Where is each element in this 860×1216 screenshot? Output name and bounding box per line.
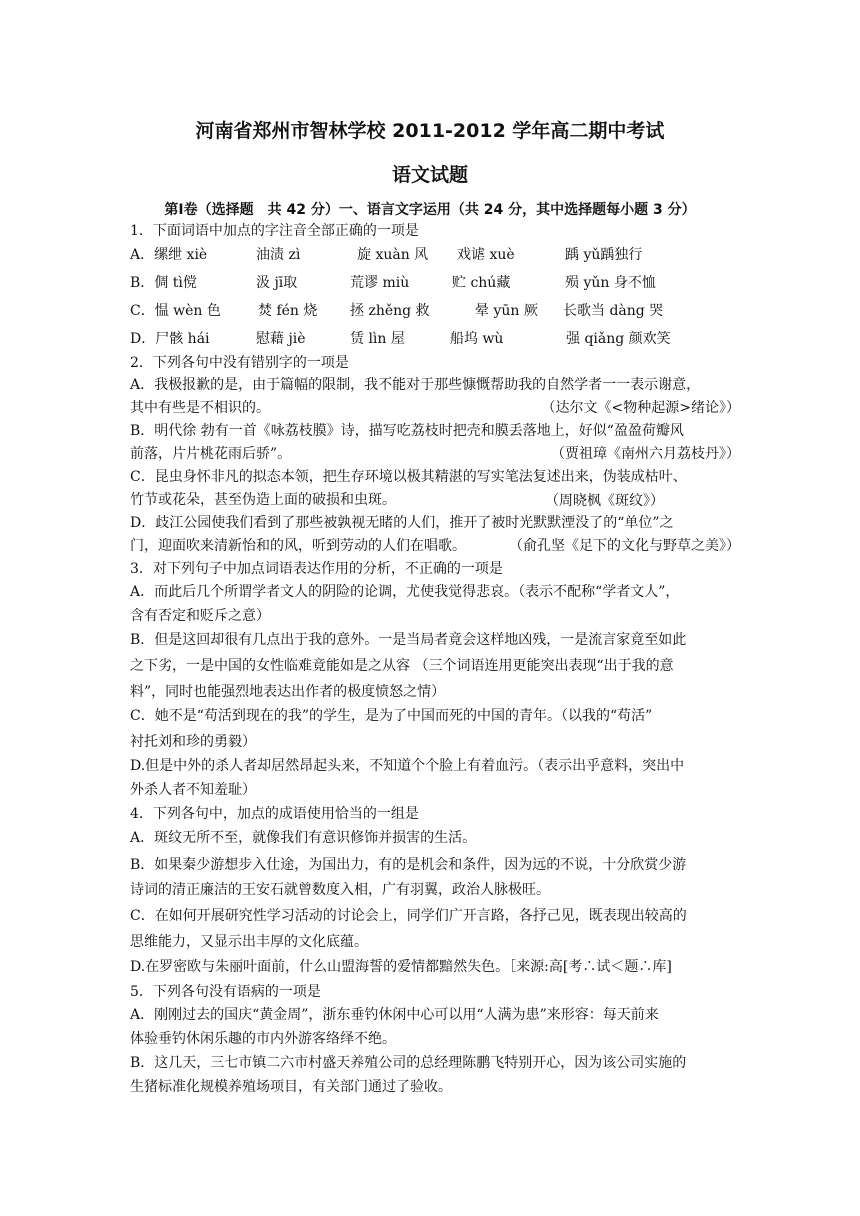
q4-d-line1: D.在罗密欧与朱丽叶面前，什么山盟海誓的爱情都黯然失色。［来源:高[考∴试＜题∴库] [130, 959, 672, 975]
q4-stem: 4．下列各句中，加点的成语使用恰当的一组是 [130, 806, 419, 822]
q2-c-source: （周晓枫《斑纹》） [545, 493, 664, 509]
q1-a-5: 踽 yǔ踽独行 [565, 247, 643, 263]
q3-b-line3: 料”，同时也能强烈地表达出作者的极度愤怒之情） [130, 684, 446, 700]
q3-b-line2: 之下劣，一是中国的女性临难竟能如是之从容 （三个词语连用更能突出表现“出于我的意 [130, 658, 674, 674]
q5-b-line1: B．这几天，三七市镇二六市村盛天养殖公司的总经理陈鹏飞特别开心，因为该公司实施的 [130, 1055, 687, 1071]
q2-c-line2: 竹节或花朵，甚至伪造上面的破损和虫斑。 [130, 492, 396, 508]
q2-a-source: （达尔文《<物种起源>绪论》） [541, 400, 740, 416]
q1-a-4: 戏谑 xuè [457, 247, 515, 263]
q1-stem: 1．下面词语中加点的字注音全部正确的一项是 [130, 223, 419, 239]
section-heading: 第Ⅰ卷（选择题 共 42 分）一、语言文字运用（共 24 分，其中选择题每小题 3 分） [164, 202, 696, 218]
q5-stem: 5．下列各句没有语病的一项是 [130, 984, 321, 1000]
q1-b-5: 殒 yǔn 身不恤 [565, 275, 656, 291]
q1-b-1: B．倜 tì傥 [130, 275, 197, 291]
q3-a-line1: A．而此后几个所谓学者文人的阴险的论调，尤使我觉得悲哀。（表示不配称“学者文人”， [130, 584, 680, 600]
q1-b-2: 汲 jī取 [256, 275, 298, 291]
q1-b-3: 荒谬 miù [350, 275, 410, 291]
q4-c-line2: 思维能力，又显示出丰厚的文化底蕴。 [130, 934, 368, 950]
q1-d-3: 赁 lìn 屋 [350, 331, 405, 347]
q1-a-1: A．缧绁 xiè [130, 247, 208, 263]
q1-a-2: 油渍 zì [256, 247, 301, 263]
q2-a-line2: 其中有些是不相识的。 [130, 400, 270, 416]
q1-d-5: 强 qiǎng 颜欢笑 [566, 331, 671, 347]
q1-c-5: 长歌当 dàng 哭 [563, 303, 664, 319]
q3-b-line1: B．但是这回却很有几点出于我的意外。一是当局者竟会这样地凶残，一是流言家竟至如此 [130, 632, 687, 648]
q3-c-line2: 衬托刘和珍的勇毅） [130, 734, 256, 750]
exam-subtitle: 语文试题 [391, 164, 468, 186]
q1-d-2: 慰藉 jiè [256, 331, 306, 347]
q3-d-line2: 外杀人者不知羞耻） [130, 782, 256, 798]
q5-a-line2: 体验垂钓休闲乐趣的市内外游客络绎不绝。 [130, 1031, 396, 1047]
exam-title: 河南省郑州市智林学校 2011-2012 学年高二期中考试 [195, 120, 665, 142]
q3-stem: 3．对下列句子中加点词语表达作用的分析，不正确的一项是 [130, 561, 503, 577]
q2-b-source: （贾祖璋《南州六月荔枝丹》） [551, 446, 740, 462]
q1-d-1: D．尸骸 hái [130, 331, 210, 347]
q1-b-4: 贮 chú藏 [452, 275, 511, 291]
q1-c-4: 晕 yūn 厥 [475, 303, 538, 319]
q2-a-line1: A．我极报歉的是，由于篇幅的限制，我不能对于那些慷慨帮助我的自然学者一一表示谢意， [130, 377, 701, 393]
q3-a-line2: 含有否定和贬斥之意） [130, 608, 270, 624]
q4-b-line2: 诗词的清正廉洁的王安石就曾数度入相，广有羽翼，政治人脉极旺。 [130, 882, 550, 898]
q1-c-1: C．愠 wèn 色 [130, 303, 221, 319]
q5-b-line2: 生猪标准化规模养殖场项目，有关部门通过了验收。 [130, 1079, 452, 1095]
q3-d-line1: D.但是中外的杀人者却居然昂起头来，不知道个个脸上有着血污。（表示出乎意料，突出中 [130, 758, 685, 774]
q2-d-line1: D．歧江公园使我们看到了那些被孰视无睹的人们，推开了被时光默默湮没了的“单位”之 [130, 515, 674, 531]
q4-a-line1: A．斑纹无所不至，就像我们有意识修饰并损害的生活。 [130, 830, 477, 846]
q2-b-line1: B．明代徐 勃有一首《咏荔枝膜》诗，描写吃荔枝时把壳和膜丢落地上，好似“盈盈荷瓣风 [130, 423, 684, 439]
q1-c-3: 拯 zhěng 救 [350, 303, 430, 319]
q5-a-line1: A．刚刚过去的国庆“黄金周”，浙东垂钓休闲中心可以用“人满为患”来形容：每天前来 [130, 1007, 659, 1023]
q1-a-3: 旋 xuàn 风 [357, 247, 429, 263]
q1-c-2: 焚 fén 烧 [258, 303, 318, 319]
q2-stem: 2．下列各句中没有错别字的一项是 [130, 355, 349, 371]
q2-d-line2: 门，迎面吹来清新怡和的风，听到劳动的人们在唱歌。 [130, 538, 466, 554]
q3-c-line1: C．她不是“苟活到现在的我”的学生，是为了中国而死的中国的青年。（以我的“苟活” [130, 708, 653, 724]
q1-d-4: 船坞 wù [450, 331, 504, 347]
q2-d-source: （俞孔坚《足下的文化与野草之美》） [509, 538, 740, 554]
q2-c-line1: C．昆虫身怀非凡的拟态本领，把生存环境以极其精湛的写实笔法复述出来，伪装成枯叶、 [130, 469, 687, 485]
q2-b-line2: 前落，片片桃花雨后骄”。 [130, 446, 292, 462]
q4-c-line1: C．在如何开展研究性学习活动的讨论会上，同学们广开言路，各抒己见，既表现出较高的 [130, 908, 687, 924]
q4-b-line1: B．如果秦少游想步入仕途，为国出力，有的是机会和条件，因为远的不说，十分欣赏少游 [130, 857, 687, 873]
